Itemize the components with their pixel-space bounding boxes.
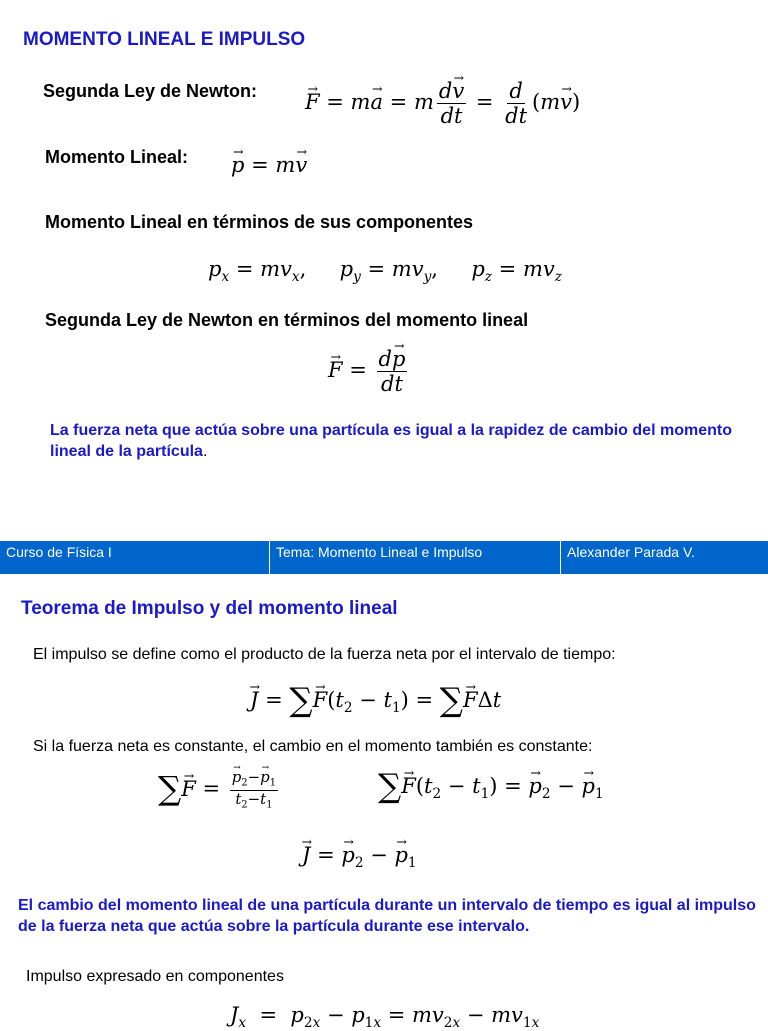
footer-topic: Tema: Momento Lineal e Impulso [270, 541, 561, 574]
statement-period: . [202, 443, 208, 460]
newton-equation: → F = m→ a = m $\frac{d\to v}{dt}$ = $\frac{d}{dt}$ (m→ v) [305, 80, 580, 127]
components-equation: $p_x = mv_x$, $p_y = mv_y$, $p_z = mv_z$ [208, 257, 562, 285]
footer-author: Alexander Parada V. [567, 544, 695, 560]
impulse-equation: → J = ∑→ $F(t_2 - t_1)$ = ∑→ FΔt [250, 684, 501, 717]
impulse-x-equation: $J_x = p_{2x} - p_{1x} = mv_{2x} - mv_{1x}$ [230, 1003, 540, 1031]
newton-label: Segunda Ley de Newton: [43, 81, 258, 101]
statement-text: La fuerza neta que actúa sobre una partícula es igual a la rapidez de cambio del momento lineal de la partícula [50, 422, 732, 460]
slide2-statement: El cambio del momento lineal de una partícula durante un intervalo de tiempo es igual al impulso de la fuerza neta que actúa sobre la partícula durante ese intervalo. [18, 897, 756, 935]
slide2-title: Teorema de Impulso y del momento lineal [21, 598, 398, 619]
newton-momentum-equation: → F = $\frac{d\to p}{dt}$ [328, 348, 410, 395]
impulse-change-equation: ∑→ $F(t_2 - t_1)$ = → $p_2$ − → $p_1$ [378, 770, 604, 803]
constant-force-text: Si la fuerza neta es constante, el cambio en el momento también es constante: [33, 738, 593, 755]
momentum-label: Momento Lineal: [45, 147, 188, 167]
constant-force-equation: ∑→ F = → $\frac{p_2-\to p_1}{t_2-t_1}$ [158, 770, 281, 810]
footer-bar [0, 541, 768, 574]
slide1-statement [50, 420, 740, 462]
footer-course: Curso de Física I [0, 541, 270, 574]
components-label: Momento Lineal en términos de sus componentes [45, 212, 474, 232]
newton-momentum-label: Segunda Ley de Newton en términos del momento lineal [45, 310, 529, 330]
slide1-title: MOMENTO LINEAL E IMPULSO [23, 29, 306, 50]
impulse-definition: El impulso se define como el producto de la fuerza neta por el intervalo de tiempo: [33, 646, 616, 663]
impulse-momentum-equation: → J = → $p_2$ − → $p_1$ [302, 843, 417, 871]
components-impulse-label: Impulso expresado en componentes [26, 968, 284, 985]
momentum-equation: → p = m→ v [231, 153, 307, 177]
